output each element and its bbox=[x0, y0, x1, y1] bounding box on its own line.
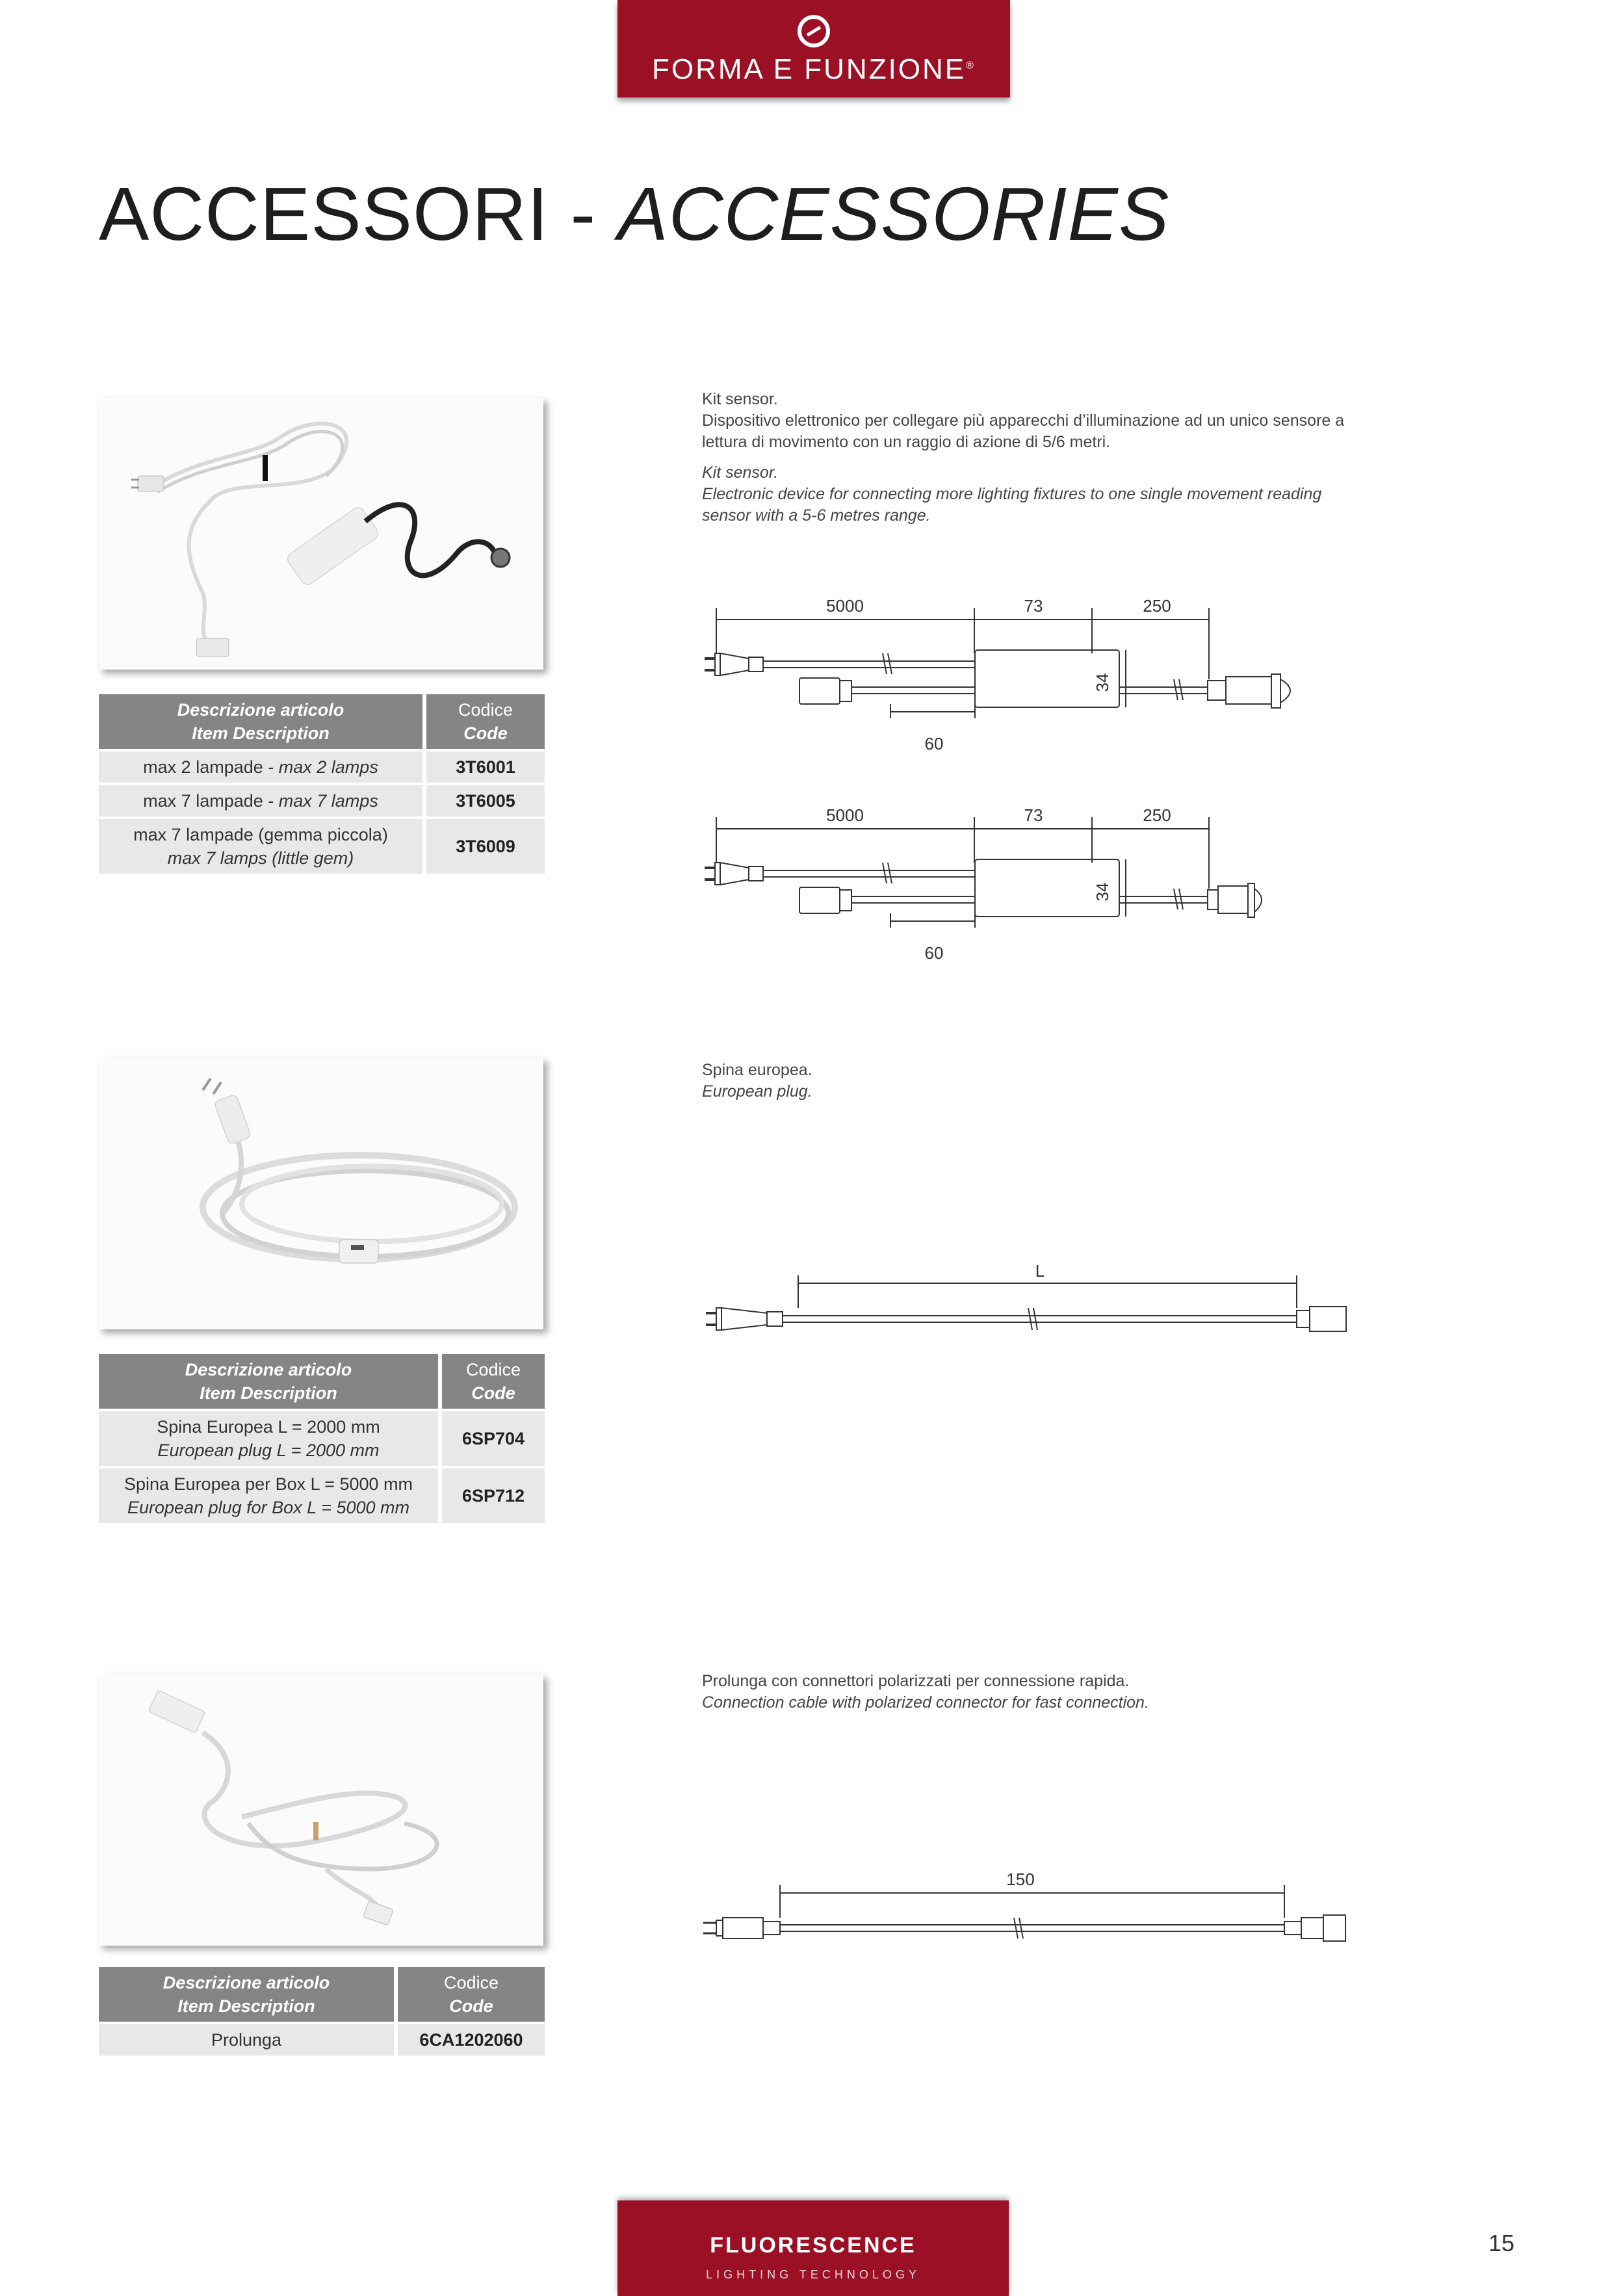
row-description: max 2 lampade - max 2 lamps bbox=[99, 749, 422, 783]
table-row bbox=[99, 1466, 545, 1523]
page-title-en: ACCESSORIES bbox=[617, 172, 1170, 256]
table-header-row bbox=[99, 694, 545, 749]
kit-sensor-description: Kit sensor. Dispositivo elettronico per collegare più apparecchi d’illuminazione ad un unico sensore a lettura di movimento con un raggio di azione di 5/6 metri. Kit sensor. Electronic device for connecting more lighting fixtures to one single movement reading sensor with a 5-6 metres range. bbox=[702, 390, 1345, 525]
row-description: max 7 lampade - max 7 lamps bbox=[99, 783, 422, 816]
page-title bbox=[99, 170, 1169, 257]
footer-title: FLUORESCENCE bbox=[710, 2233, 916, 2258]
table-row bbox=[99, 816, 545, 874]
dim-sensor: 250 bbox=[1143, 596, 1171, 616]
european-plug-drawing bbox=[702, 1243, 1404, 1353]
european-plug-illustration bbox=[99, 1058, 543, 1329]
row-code: 3T6009 bbox=[422, 816, 545, 874]
desc-column-header: Descrizione articolo Item Description bbox=[99, 1967, 394, 2022]
table-row bbox=[99, 2022, 545, 2055]
row-description: Spina Europea L = 2000 mm European plug L = 2000 mm bbox=[99, 1409, 438, 1466]
dim-length: L bbox=[1035, 1261, 1045, 1281]
row-description: Prolunga bbox=[99, 2022, 394, 2055]
row-code: 3T6001 bbox=[422, 749, 545, 783]
kit-sensor-illustration bbox=[99, 398, 543, 670]
table-header-row bbox=[99, 1354, 545, 1409]
page-title-it: ACCESSORI - bbox=[99, 172, 618, 256]
dim-box: 73 bbox=[1024, 596, 1043, 616]
footer-tab bbox=[617, 2200, 1009, 2296]
extension-cable-photo bbox=[99, 1674, 543, 1946]
dim-height: 34 bbox=[1093, 882, 1112, 902]
dim-height: 34 bbox=[1093, 673, 1112, 692]
brand-header-tab bbox=[617, 0, 1010, 98]
extension-cable-description: Prolunga con connettori polarizzati per connessione rapida. Connection cable with polarized connector for fast connection. bbox=[702, 1672, 1149, 1712]
desc-column-header: Descrizione articolo Item Description bbox=[99, 694, 422, 749]
table-row bbox=[99, 749, 545, 783]
table-row bbox=[99, 1409, 545, 1466]
dim-cable: 5000 bbox=[826, 596, 864, 616]
kit-sensor-drawing-2 bbox=[702, 798, 1358, 976]
table-header-row bbox=[99, 1967, 545, 2022]
row-code: 6CA1202060 bbox=[394, 2022, 545, 2055]
row-code: 3T6005 bbox=[422, 783, 545, 816]
code-column-header: Codice Code bbox=[394, 1967, 545, 2022]
page-number: 15 bbox=[1488, 2230, 1515, 2256]
extension-cable-drawing bbox=[702, 1866, 1391, 1957]
extension-cable-table bbox=[99, 1967, 545, 2055]
footer-subtitle: LIGHTING TECHNOLOGY bbox=[706, 2268, 920, 2281]
dim-length: 150 bbox=[1006, 1870, 1035, 1889]
kit-sensor-drawing-1 bbox=[702, 588, 1358, 767]
dim-connector: 60 bbox=[924, 734, 944, 753]
kit-sensor-table bbox=[99, 694, 545, 874]
table-row bbox=[99, 783, 545, 816]
desc-column-header: Descrizione articolo Item Description bbox=[99, 1354, 438, 1409]
brand-logo-icon bbox=[794, 12, 833, 51]
code-column-header: Codice Code bbox=[438, 1354, 545, 1409]
dim-connector: 60 bbox=[924, 943, 944, 963]
row-code: 6SP712 bbox=[438, 1466, 545, 1523]
code-column-header: Codice Code bbox=[422, 694, 545, 749]
dim-cable: 5000 bbox=[826, 805, 864, 825]
dim-sensor: 250 bbox=[1143, 805, 1171, 825]
row-description: Spina Europea per Box L = 5000 mm European plug for Box L = 5000 mm bbox=[99, 1466, 438, 1523]
european-plug-description: Spina europea. European plug. bbox=[702, 1061, 812, 1101]
european-plug-table bbox=[99, 1354, 545, 1523]
row-code: 6SP704 bbox=[438, 1409, 545, 1466]
extension-cable-illustration bbox=[99, 1674, 543, 1946]
brand-name: FORMA E FUNZIONE® bbox=[652, 53, 976, 85]
row-description: max 7 lampade (gemma piccola) max 7 lamps (little gem) bbox=[99, 816, 422, 874]
dim-box: 73 bbox=[1024, 805, 1043, 825]
kit-sensor-photo bbox=[99, 398, 543, 670]
european-plug-photo bbox=[99, 1058, 543, 1329]
